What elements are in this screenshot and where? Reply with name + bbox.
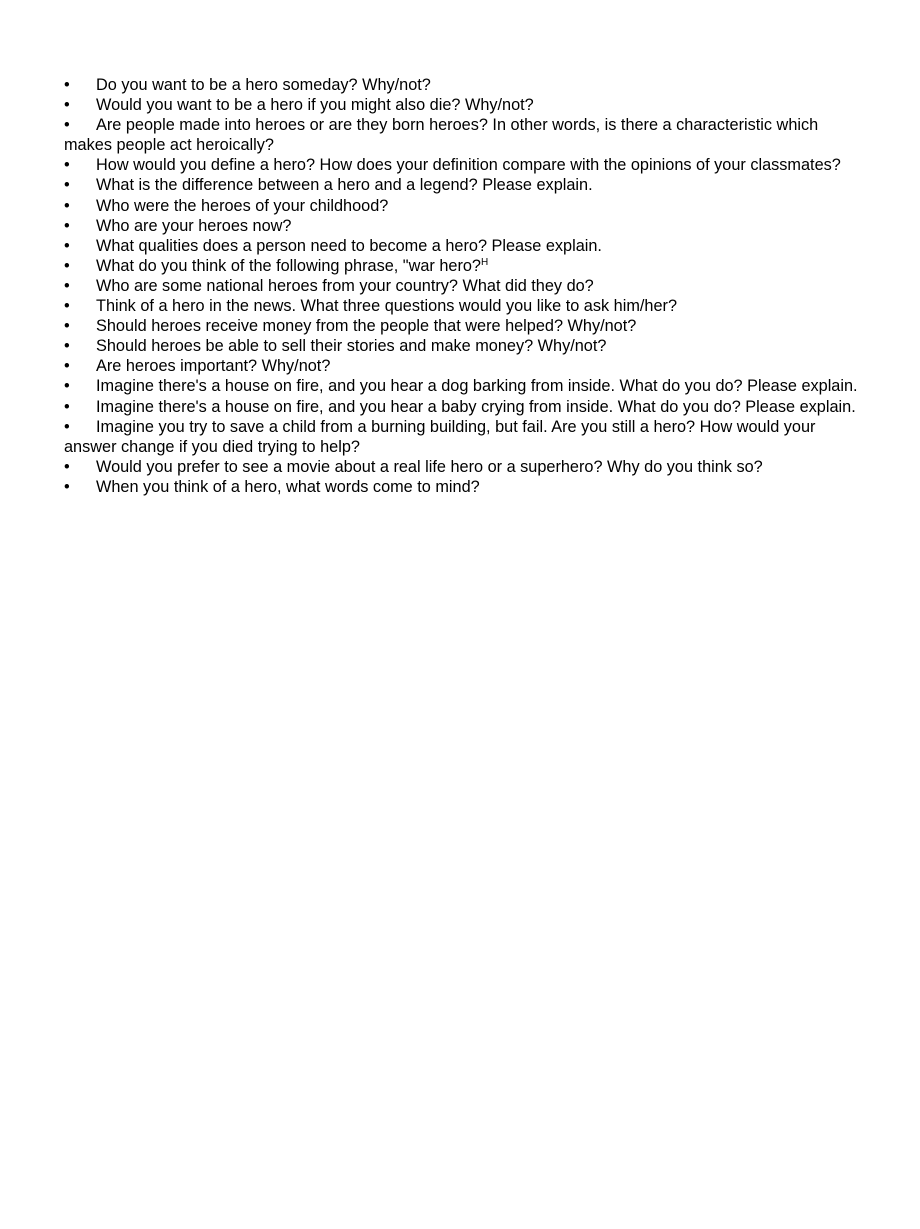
question-text: Imagine there's a house on fire, and you hear a baby crying from inside. What do you do? Please explain. xyxy=(96,397,856,416)
question-text: What is the difference between a hero and a legend? Please explain. xyxy=(96,176,593,195)
list-item xyxy=(64,155,864,175)
bullet-icon: • xyxy=(64,196,70,215)
bullet-icon: • xyxy=(64,317,70,336)
list-item xyxy=(64,175,864,195)
list-item xyxy=(64,397,864,417)
question-text: How would you define a hero? How does your definition compare with the opinions of your classmates? xyxy=(96,156,841,175)
list-item xyxy=(64,95,864,115)
bullet-icon: • xyxy=(64,276,70,295)
question-text: Are people made into heroes or are they born heroes? In other words, is there a characteristic which makes people act heroically? xyxy=(64,116,819,155)
question-text: Should heroes receive money from the people that were helped? Why/not? xyxy=(96,317,637,336)
list-item xyxy=(64,376,864,396)
question-list xyxy=(64,75,864,497)
bullet-icon: • xyxy=(64,457,70,476)
bullet-icon: • xyxy=(64,156,70,175)
list-item xyxy=(64,296,864,316)
list-item xyxy=(64,236,864,256)
bullet-icon: • xyxy=(64,397,70,416)
question-text: Would you want to be a hero if you might also die? Why/not? xyxy=(96,96,534,115)
bullet-icon: • xyxy=(64,256,70,275)
list-item xyxy=(64,356,864,376)
bullet-icon: • xyxy=(64,337,70,356)
question-text: Who were the heroes of your childhood? xyxy=(96,196,389,215)
question-text: When you think of a hero, what words come to mind? xyxy=(96,477,480,496)
question-text: Imagine there's a house on fire, and you hear a dog barking from inside. What do you do? Please explain. xyxy=(96,377,858,396)
list-item xyxy=(64,196,864,216)
question-text: What qualities does a person need to become a hero? Please explain. xyxy=(96,236,602,255)
question-text: Who are your heroes now? xyxy=(96,216,292,235)
bullet-icon: • xyxy=(64,297,70,316)
question-text: Imagine you try to save a child from a burning building, but fail. Are you still a hero? How would your answer change if you died trying to help? xyxy=(64,417,816,456)
list-item xyxy=(64,477,864,497)
bullet-icon: • xyxy=(64,116,70,135)
bullet-icon: • xyxy=(64,377,70,396)
bullet-icon: • xyxy=(64,216,70,235)
bullet-icon: • xyxy=(64,477,70,496)
list-item xyxy=(64,417,864,457)
question-text: Should heroes be able to sell their stories and make money? Why/not? xyxy=(96,337,607,356)
question-text: Would you prefer to see a movie about a real life hero or a superhero? Why do you think so? xyxy=(96,457,763,476)
list-item xyxy=(64,336,864,356)
question-text: Who are some national heroes from your country? What did they do? xyxy=(96,276,594,295)
list-item xyxy=(64,216,864,236)
list-item xyxy=(64,316,864,336)
bullet-icon: • xyxy=(64,417,70,436)
bullet-icon: • xyxy=(64,96,70,115)
list-item xyxy=(64,115,864,155)
question-text: What do you think of the following phrase, "war hero? xyxy=(96,256,481,275)
list-item xyxy=(64,256,864,276)
list-item xyxy=(64,75,864,95)
bullet-icon: • xyxy=(64,176,70,195)
question-text: Are heroes important? Why/not? xyxy=(96,357,331,376)
list-item xyxy=(64,276,864,296)
bullet-icon: • xyxy=(64,357,70,376)
question-text: Do you want to be a hero someday? Why/not? xyxy=(96,76,431,94)
bullet-icon: • xyxy=(64,236,70,255)
list-item xyxy=(64,457,864,477)
bullet-icon: • xyxy=(64,76,70,94)
question-text: Think of a hero in the news. What three questions would you like to ask him/her? xyxy=(96,297,678,316)
note-marker: H xyxy=(481,256,489,268)
